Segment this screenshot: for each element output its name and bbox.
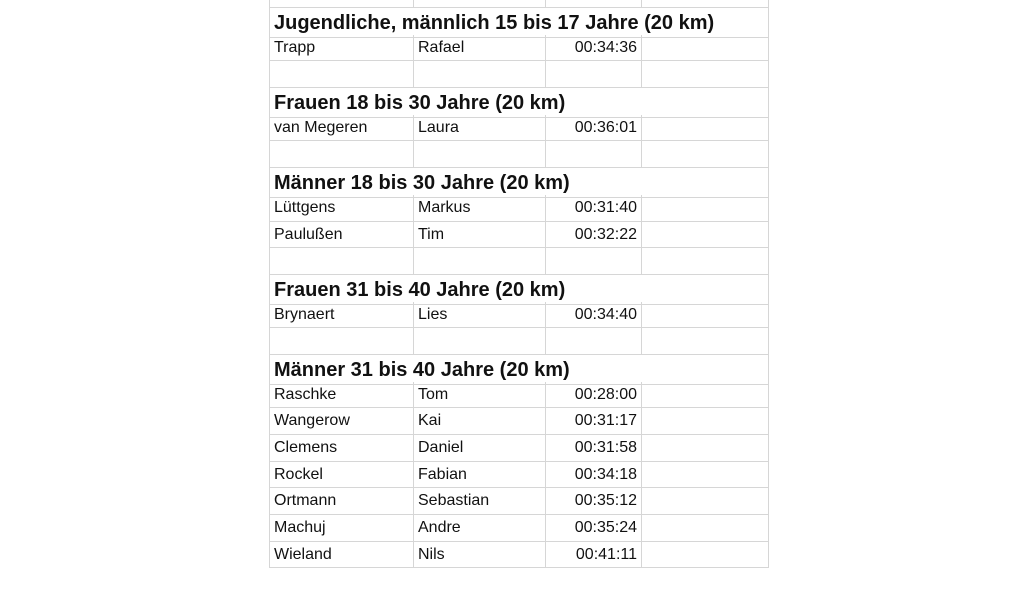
spreadsheet-cell[interactable] (642, 488, 769, 515)
empty-cell[interactable] (546, 141, 642, 168)
empty-cell[interactable] (414, 248, 546, 275)
last-name-cell[interactable]: Trapp (269, 35, 414, 62)
time-cell[interactable]: 00:32:22 (546, 222, 642, 249)
spreadsheet-cell[interactable] (642, 435, 769, 462)
first-name-cell[interactable]: Sebastian (414, 488, 546, 515)
spreadsheet-cell[interactable] (642, 382, 769, 409)
empty-cell[interactable] (642, 61, 769, 88)
last-name-cell[interactable]: Machuj (269, 515, 414, 542)
empty-cell[interactable] (414, 141, 546, 168)
empty-cell[interactable] (642, 141, 769, 168)
empty-cell[interactable] (269, 141, 414, 168)
time-cell[interactable]: 00:41:11 (546, 542, 642, 569)
first-name-cell[interactable]: Andre (414, 515, 546, 542)
empty-cell[interactable] (414, 61, 546, 88)
spreadsheet-cell[interactable] (642, 515, 769, 542)
section-header: Frauen 18 bis 30 Jahre (20 km) (269, 88, 769, 118)
spreadsheet-cell[interactable] (414, 0, 546, 8)
time-cell[interactable]: 00:35:24 (546, 515, 642, 542)
spreadsheet-cell[interactable] (642, 302, 769, 329)
section-header: Männer 18 bis 30 Jahre (20 km) (269, 168, 769, 198)
spreadsheet-cell[interactable] (269, 0, 414, 8)
spreadsheet-cell[interactable] (642, 408, 769, 435)
spreadsheet-cell[interactable] (642, 195, 769, 222)
last-name-cell[interactable]: Rockel (269, 462, 414, 489)
first-name-cell[interactable]: Kai (414, 408, 546, 435)
time-cell[interactable]: 00:34:18 (546, 462, 642, 489)
first-name-cell[interactable]: Lies (414, 302, 546, 329)
time-cell[interactable]: 00:34:36 (546, 35, 642, 62)
last-name-cell[interactable]: Ortmann (269, 488, 414, 515)
time-cell[interactable]: 00:36:01 (546, 115, 642, 142)
last-name-cell[interactable]: Wangerow (269, 408, 414, 435)
section-header: Männer 31 bis 40 Jahre (20 km) (269, 355, 769, 385)
spreadsheet-cell[interactable] (642, 542, 769, 569)
section-header: Frauen 31 bis 40 Jahre (20 km) (269, 275, 769, 305)
spreadsheet-cell[interactable] (642, 115, 769, 142)
empty-cell[interactable] (269, 328, 414, 355)
spreadsheet-cell[interactable] (642, 222, 769, 249)
section-header: Jugendliche, männlich 15 bis 17 Jahre (20 km) (269, 8, 769, 38)
spreadsheet-cell[interactable] (546, 0, 642, 8)
empty-cell[interactable] (546, 328, 642, 355)
first-name-cell[interactable]: Nils (414, 542, 546, 569)
spreadsheet-cell[interactable] (642, 0, 769, 8)
empty-cell[interactable] (642, 328, 769, 355)
last-name-cell[interactable]: Raschke (269, 382, 414, 409)
empty-cell[interactable] (546, 248, 642, 275)
spreadsheet-cell[interactable] (642, 35, 769, 62)
last-name-cell[interactable]: Brynaert (269, 302, 414, 329)
last-name-cell[interactable]: Wieland (269, 542, 414, 569)
first-name-cell[interactable]: Daniel (414, 435, 546, 462)
time-cell[interactable]: 00:35:12 (546, 488, 642, 515)
last-name-cell[interactable]: Lüttgens (269, 195, 414, 222)
first-name-cell[interactable]: Rafael (414, 35, 546, 62)
first-name-cell[interactable]: Fabian (414, 462, 546, 489)
time-cell[interactable]: 00:31:17 (546, 408, 642, 435)
first-name-cell[interactable]: Markus (414, 195, 546, 222)
empty-cell[interactable] (269, 61, 414, 88)
spreadsheet-grid (269, 0, 769, 568)
last-name-cell[interactable]: Clemens (269, 435, 414, 462)
time-cell[interactable]: 00:31:58 (546, 435, 642, 462)
empty-cell[interactable] (546, 61, 642, 88)
last-name-cell[interactable]: van Megeren (269, 115, 414, 142)
time-cell[interactable]: 00:34:40 (546, 302, 642, 329)
empty-cell[interactable] (414, 328, 546, 355)
spreadsheet-cell[interactable] (642, 462, 769, 489)
first-name-cell[interactable]: Laura (414, 115, 546, 142)
time-cell[interactable]: 00:28:00 (546, 382, 642, 409)
time-cell[interactable]: 00:31:40 (546, 195, 642, 222)
first-name-cell[interactable]: Tim (414, 222, 546, 249)
empty-cell[interactable] (642, 248, 769, 275)
first-name-cell[interactable]: Tom (414, 382, 546, 409)
last-name-cell[interactable]: Paulußen (269, 222, 414, 249)
empty-cell[interactable] (269, 248, 414, 275)
